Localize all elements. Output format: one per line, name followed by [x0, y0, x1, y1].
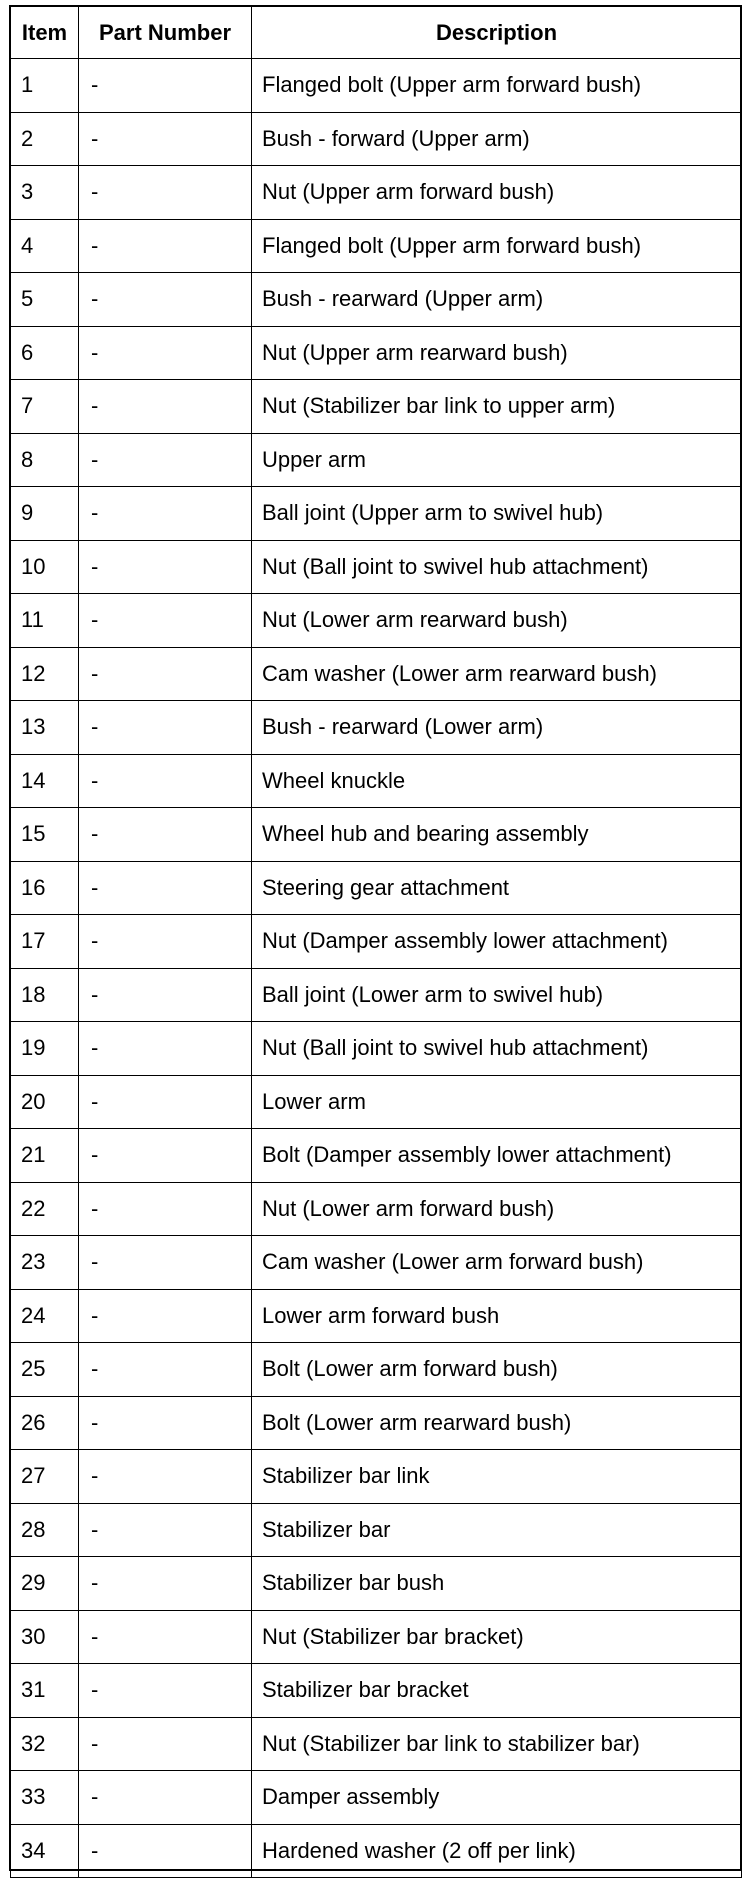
item-cell: 25	[11, 1343, 79, 1397]
table-row	[11, 219, 742, 273]
part-number-cell: -	[79, 1236, 252, 1290]
table-row	[11, 487, 742, 541]
item-cell: 10	[11, 540, 79, 594]
description-cell: Bolt (Lower arm rearward bush)	[252, 1396, 742, 1450]
item-cell: 8	[11, 433, 79, 487]
part-number-cell: -	[79, 487, 252, 541]
table-row	[11, 1503, 742, 1557]
table-row	[11, 166, 742, 220]
description-cell: Cam washer (Lower arm rearward bush)	[252, 647, 742, 701]
description-cell: Bolt (Damper assembly lower attachment)	[252, 1129, 742, 1183]
part-number-cell: -	[79, 594, 252, 648]
item-cell: 26	[11, 1396, 79, 1450]
item-cell: 34	[11, 1824, 79, 1878]
part-number-cell: -	[79, 1182, 252, 1236]
table-row	[11, 1129, 742, 1183]
item-cell: 11	[11, 594, 79, 648]
table-header-row	[11, 7, 742, 59]
item-cell: 32	[11, 1717, 79, 1771]
header-description: Description	[252, 7, 742, 59]
item-cell: 14	[11, 754, 79, 808]
description-cell: Nut (Stabilizer bar bracket)	[252, 1610, 742, 1664]
table-row	[11, 1182, 742, 1236]
item-cell: 5	[11, 273, 79, 327]
part-number-cell: -	[79, 380, 252, 434]
part-number-cell: -	[79, 915, 252, 969]
table-row	[11, 701, 742, 755]
table-row	[11, 754, 742, 808]
table-row	[11, 1396, 742, 1450]
part-number-cell: -	[79, 968, 252, 1022]
table-row	[11, 861, 742, 915]
item-cell: 15	[11, 808, 79, 862]
description-cell: Stabilizer bar	[252, 1503, 742, 1557]
part-number-cell: -	[79, 1129, 252, 1183]
item-cell: 6	[11, 326, 79, 380]
table-row	[11, 540, 742, 594]
description-cell: Wheel hub and bearing assembly	[252, 808, 742, 862]
table-body	[11, 59, 742, 1878]
part-number-cell: -	[79, 1343, 252, 1397]
part-number-cell: -	[79, 59, 252, 113]
description-cell: Nut (Stabilizer bar link to stabilizer bar)	[252, 1717, 742, 1771]
description-cell: Nut (Upper arm rearward bush)	[252, 326, 742, 380]
table-row	[11, 1022, 742, 1076]
item-cell: 18	[11, 968, 79, 1022]
item-cell: 28	[11, 1503, 79, 1557]
item-cell: 27	[11, 1450, 79, 1504]
part-number-cell: -	[79, 1771, 252, 1825]
table-row	[11, 1610, 742, 1664]
part-number-cell: -	[79, 540, 252, 594]
table-row	[11, 915, 742, 969]
header-part-number: Part Number	[79, 7, 252, 59]
table-row	[11, 1717, 742, 1771]
item-cell: 24	[11, 1289, 79, 1343]
item-cell: 1	[11, 59, 79, 113]
description-cell: Nut (Upper arm forward bush)	[252, 166, 742, 220]
item-cell: 13	[11, 701, 79, 755]
table-row	[11, 1824, 742, 1878]
description-cell: Stabilizer bar bush	[252, 1557, 742, 1611]
part-number-cell: -	[79, 1075, 252, 1129]
description-cell: Hardened washer (2 off per link)	[252, 1824, 742, 1878]
description-cell: Bush - forward (Upper arm)	[252, 112, 742, 166]
item-cell: 21	[11, 1129, 79, 1183]
table-row	[11, 1236, 742, 1290]
description-cell: Nut (Lower arm forward bush)	[252, 1182, 742, 1236]
description-cell: Bush - rearward (Lower arm)	[252, 701, 742, 755]
part-number-cell: -	[79, 861, 252, 915]
part-number-cell: -	[79, 219, 252, 273]
part-number-cell: -	[79, 808, 252, 862]
table-row	[11, 808, 742, 862]
part-number-cell: -	[79, 1557, 252, 1611]
part-number-cell: -	[79, 1289, 252, 1343]
item-cell: 2	[11, 112, 79, 166]
part-number-cell: -	[79, 273, 252, 327]
table-row	[11, 380, 742, 434]
part-number-cell: -	[79, 166, 252, 220]
table-row	[11, 433, 742, 487]
table-row	[11, 1450, 742, 1504]
item-cell: 19	[11, 1022, 79, 1076]
description-cell: Upper arm	[252, 433, 742, 487]
description-cell: Nut (Damper assembly lower attachment)	[252, 915, 742, 969]
table-row	[11, 326, 742, 380]
description-cell: Stabilizer bar bracket	[252, 1664, 742, 1718]
table-row	[11, 968, 742, 1022]
part-number-cell: -	[79, 112, 252, 166]
table-row	[11, 1664, 742, 1718]
part-number-cell: -	[79, 1824, 252, 1878]
table-row	[11, 1075, 742, 1129]
table-row	[11, 273, 742, 327]
part-number-cell: -	[79, 1396, 252, 1450]
description-cell: Steering gear attachment	[252, 861, 742, 915]
item-cell: 23	[11, 1236, 79, 1290]
description-cell: Cam washer (Lower arm forward bush)	[252, 1236, 742, 1290]
description-cell: Damper assembly	[252, 1771, 742, 1825]
description-cell: Nut (Ball joint to swivel hub attachment)	[252, 1022, 742, 1076]
description-cell: Nut (Stabilizer bar link to upper arm)	[252, 380, 742, 434]
part-number-cell: -	[79, 1610, 252, 1664]
item-cell: 3	[11, 166, 79, 220]
table-row	[11, 647, 742, 701]
table-row	[11, 1771, 742, 1825]
header-item: Item	[11, 7, 79, 59]
table-row	[11, 1557, 742, 1611]
item-cell: 4	[11, 219, 79, 273]
description-cell: Nut (Lower arm rearward bush)	[252, 594, 742, 648]
item-cell: 9	[11, 487, 79, 541]
description-cell: Bush - rearward (Upper arm)	[252, 273, 742, 327]
part-number-cell: -	[79, 754, 252, 808]
item-cell: 7	[11, 380, 79, 434]
item-cell: 16	[11, 861, 79, 915]
item-cell: 29	[11, 1557, 79, 1611]
item-cell: 12	[11, 647, 79, 701]
item-cell: 33	[11, 1771, 79, 1825]
part-number-cell: -	[79, 326, 252, 380]
part-number-cell: -	[79, 433, 252, 487]
part-number-cell: -	[79, 701, 252, 755]
part-number-cell: -	[79, 1450, 252, 1504]
table-row	[11, 1289, 742, 1343]
part-number-cell: -	[79, 1664, 252, 1718]
description-cell: Stabilizer bar link	[252, 1450, 742, 1504]
item-cell: 17	[11, 915, 79, 969]
description-cell: Lower arm	[252, 1075, 742, 1129]
description-cell: Bolt (Lower arm forward bush)	[252, 1343, 742, 1397]
description-cell: Flanged bolt (Upper arm forward bush)	[252, 59, 742, 113]
part-number-cell: -	[79, 647, 252, 701]
table-row	[11, 112, 742, 166]
part-number-cell: -	[79, 1022, 252, 1076]
parts-table	[10, 6, 742, 1878]
description-cell: Wheel knuckle	[252, 754, 742, 808]
table-row	[11, 59, 742, 113]
item-cell: 30	[11, 1610, 79, 1664]
table-row	[11, 594, 742, 648]
description-cell: Nut (Ball joint to swivel hub attachment)	[252, 540, 742, 594]
description-cell: Ball joint (Lower arm to swivel hub)	[252, 968, 742, 1022]
item-cell: 22	[11, 1182, 79, 1236]
description-cell: Ball joint (Upper arm to swivel hub)	[252, 487, 742, 541]
item-cell: 20	[11, 1075, 79, 1129]
part-number-cell: -	[79, 1717, 252, 1771]
description-cell: Lower arm forward bush	[252, 1289, 742, 1343]
item-cell: 31	[11, 1664, 79, 1718]
table-row	[11, 1343, 742, 1397]
description-cell: Flanged bolt (Upper arm forward bush)	[252, 219, 742, 273]
part-number-cell: -	[79, 1503, 252, 1557]
